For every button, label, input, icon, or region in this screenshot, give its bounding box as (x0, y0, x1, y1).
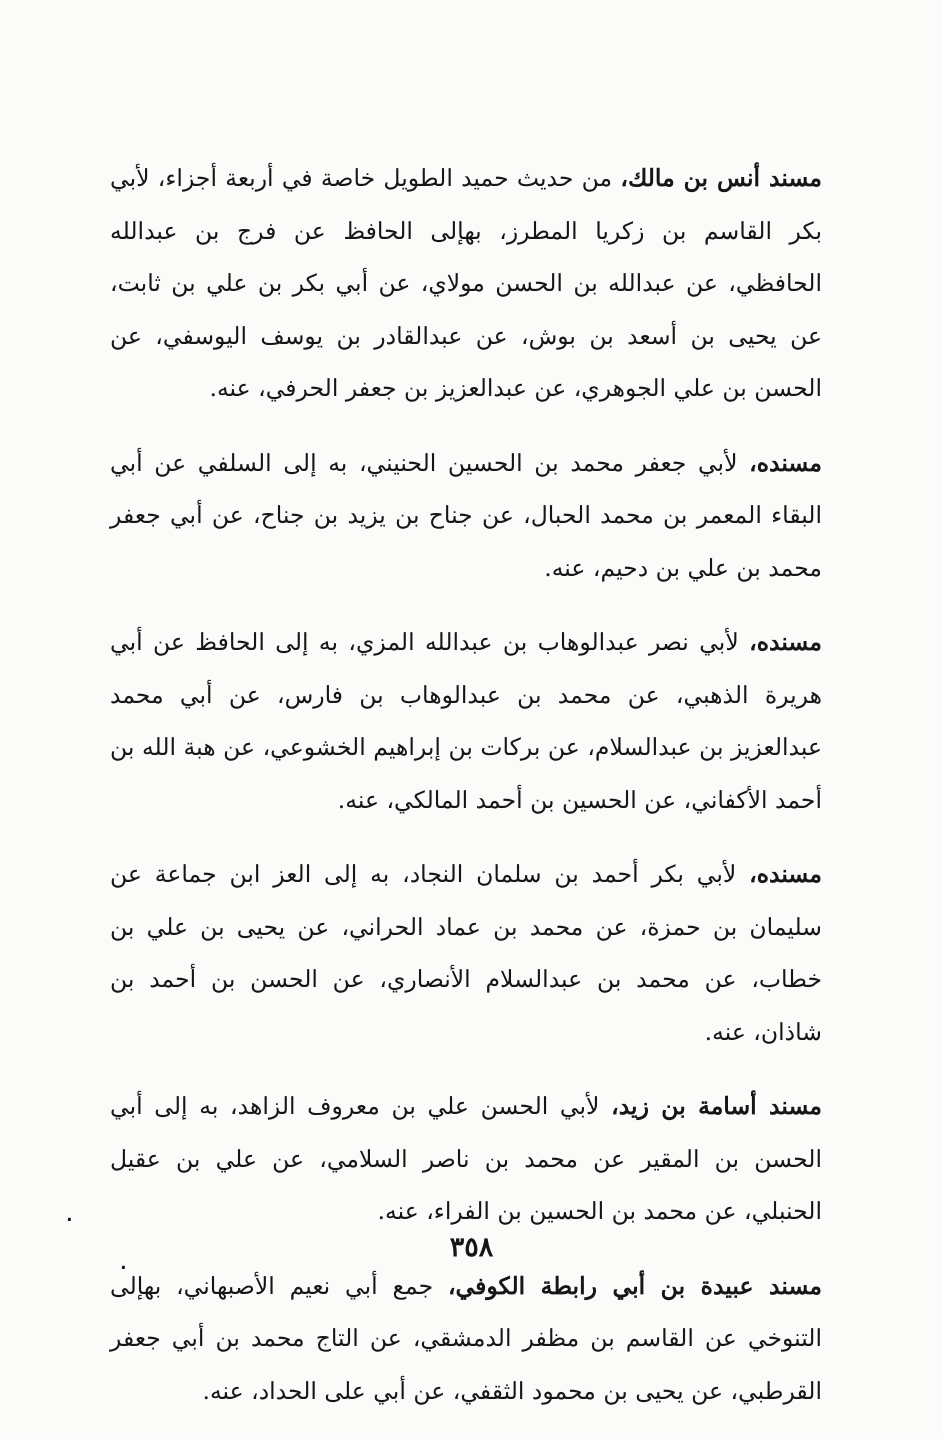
paragraph-musnad-abu-jafar (110, 437, 822, 595)
paragraph-text: لأبي نصر عبدالوهاب بن عبدالله المزي، به إلى الحافظ عن أبي هريرة الذهبي، عن محمد بن عبدالوهاب بن فارس، عن أبي محمد عبدالعزيز بن عبدالسلام، عن بركات بن إبراهيم الخشوعي، عن هبة الله بن أحمد الأكفاني، عن الحسين بن أحمد المالكي، عنه. (110, 628, 823, 814)
paragraph-text: من حديث حميد الطويل خاصة في أربعة أجزاء، لأبي بكر القاسم بن زكريا المطرز، بهإلى الحافظ عن فرج بن عبدالله الحافظي، عن عبدالله بن الحسن مولاي، عن أبي بكر بن علي بن ثابت، عن يحيى بن أسعد بن بوش، عن عبدالقادر بن يوسف اليوسفي، عن الحسن بن علي الجوهري، عن عبدالعزيز بن جعفر الحرفي، عنه. (110, 164, 822, 402)
margin-mark: ٠ (118, 1254, 129, 1278)
paragraph-musnad-abu-nasr (110, 616, 822, 826)
margin-mark: ٠ (64, 1206, 75, 1230)
paragraph-anas-ibn-malik (110, 152, 822, 415)
paragraph-lead: مسنده، (749, 860, 822, 888)
page-number: ٣٥٨ (449, 1232, 494, 1263)
paragraph-lead: مسنده، (749, 448, 822, 477)
paragraph-musnad-abu-bakr (110, 848, 822, 1058)
paragraph-lead: مسند أنس بن مالك، (620, 164, 822, 192)
paragraph-lead: مسند أسامة بن زيد، (611, 1092, 823, 1120)
paragraph-usama-ibn-zayd (110, 1080, 822, 1238)
paragraph-text: لأبي بكر أحمد بن سلمان النجاد، به إلى العز ابن جماعة عن سليمان بن حمزة، عن محمد بن عماد الحراني، عن يحيى بن علي بن خطاب، عن محمد بن عبدالسلام الأنصاري، عن الحسن بن أحمد بن شاذان، عنه. (110, 860, 822, 1046)
paragraph-text: جمع أبي نعيم الأصبهاني، بهإلى التنوخي عن القاسم بن مظفر الدمشقي، عن التاج محمد بن أبي جعفر القرطبي، عن يحيى بن محمود الثقفي، عن أبي على الحداد، عنه. (110, 1271, 822, 1405)
paragraph-lead: مسند عبيدة بن أبي رابطة الكوفي، (447, 1271, 822, 1300)
paragraph-text: لأبي جعفر محمد بن الحسين الحنيني، به إلى السلفي عن أبي البقاء المعمر بن محمد الحبال، عن جناح بن يزيد بن جناح، عن أبي جعفر محمد بن علي بن دحيم، عنه. (110, 448, 822, 582)
paragraph-text: لأبي الحسن علي بن معروف الزاهد، به إلى أبي الحسن بن المقير عن محمد بن ناصر السلامي، عن علي بن عقيل الحنبلي، عن محمد بن الحسين بن الفراء، عنه. (110, 1092, 822, 1225)
paragraph-lead: مسنده، (749, 628, 822, 656)
paragraph-ubayda (110, 1260, 822, 1418)
